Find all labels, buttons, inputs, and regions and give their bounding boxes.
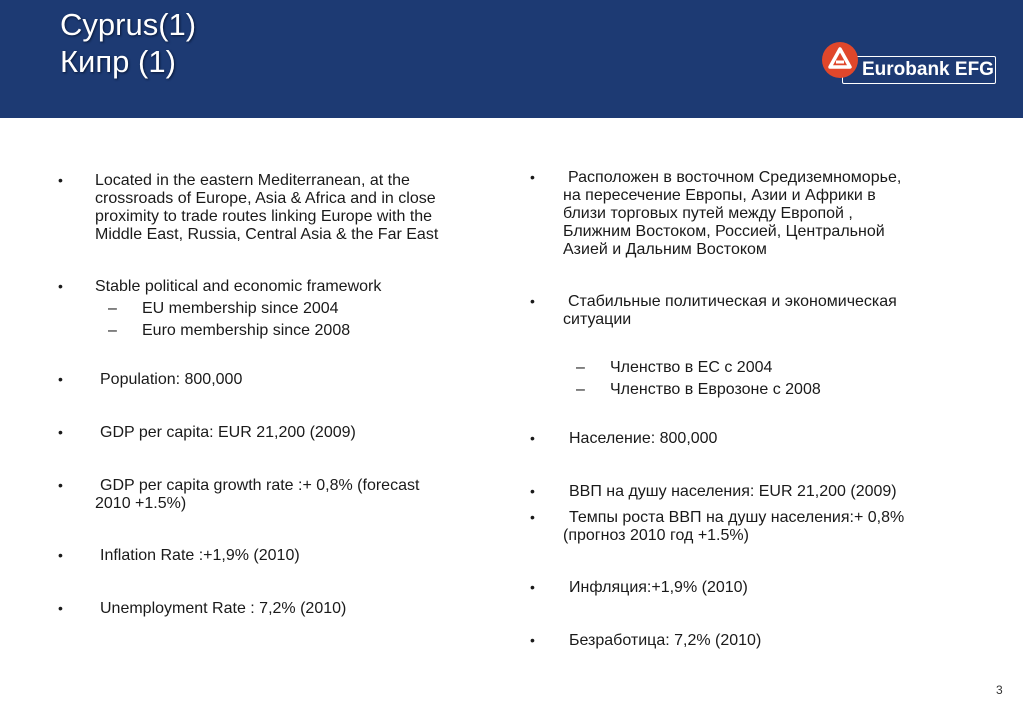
list-item-inflation: Inflation Rate :+1,9% (2010) bbox=[100, 547, 300, 564]
list-item-unemployment: Unemployment Rate : 7,2% (2010) bbox=[100, 600, 347, 617]
bullet-icon: • bbox=[530, 509, 535, 525]
page-title bbox=[60, 6, 196, 80]
eurobank-logo bbox=[822, 42, 997, 84]
list-item-population: Population: 800,000 bbox=[100, 371, 243, 388]
list-item-inflation-ru: Инфляция:+1,9% (2010) bbox=[569, 579, 748, 596]
bullet-icon: • bbox=[58, 278, 63, 294]
sub-item-euro-ru: Членство в Еврозоне с 2008 bbox=[610, 381, 821, 398]
bullet-icon: • bbox=[530, 632, 535, 648]
bullet-icon: • bbox=[58, 172, 63, 188]
logo-mark-icon bbox=[822, 42, 858, 78]
sub-item-eu-ru: Членство в ЕС с 2004 bbox=[610, 359, 773, 376]
bullet-icon: • bbox=[530, 430, 535, 446]
list-item-gdp-ru: ВВП на душу населения: EUR 21,200 (2009) bbox=[569, 483, 897, 500]
bullet-icon: • bbox=[58, 600, 63, 616]
header-banner bbox=[0, 0, 1023, 118]
bullet-icon: • bbox=[530, 169, 535, 185]
list-item-location: Located in the eastern Mediterranean, at the crossroads of Europe, Asia & Africa and in close proximity to trade routes linking Europe with the Middle East, Russia, Central Asia & the Far East bbox=[95, 172, 439, 243]
list-item-location-ru: Расположен в восточном Средиземноморье, на пересечение Европы, Азии и Африки в близи торговых путей между Европой , Ближним Востоком, Россией, Центральной Азией и Дальним Востоком bbox=[563, 169, 902, 258]
title-russian: Кипр (1) bbox=[60, 44, 176, 79]
sub-item-euro: Euro membership since 2008 bbox=[142, 322, 351, 339]
list-item-unemployment-ru: Безработица: 7,2% (2010) bbox=[569, 632, 762, 649]
bullet-icon: • bbox=[58, 424, 63, 440]
list-item-gdp-growth: GDP per capita growth rate :+ 0,8% (forecast 2010 +1.5%) bbox=[95, 477, 420, 512]
list-item-gdp: GDP per capita: EUR 21,200 (2009) bbox=[100, 424, 356, 441]
list-item-gdp-growth-ru: Темпы роста ВВП на душу населения:+ 0,8% (прогноз 2010 год +1.5%) bbox=[563, 509, 905, 544]
dash-icon: – bbox=[108, 300, 117, 317]
logo-text: Eurobank EFG bbox=[862, 59, 994, 80]
dash-icon: – bbox=[576, 381, 585, 398]
bullet-icon: • bbox=[58, 547, 63, 563]
bullet-icon: • bbox=[58, 371, 63, 387]
list-item-population-ru: Население: 800,000 bbox=[569, 430, 718, 447]
bullet-icon: • bbox=[530, 293, 535, 309]
bullet-icon: • bbox=[530, 579, 535, 595]
dash-icon: – bbox=[576, 359, 585, 376]
bullet-icon: • bbox=[58, 477, 63, 493]
dash-icon: – bbox=[108, 322, 117, 339]
sub-item-eu: EU membership since 2004 bbox=[142, 300, 339, 317]
list-item-framework-ru: Стабильные политическая и экономическая ситуации bbox=[563, 293, 897, 328]
bullet-icon: • bbox=[530, 483, 535, 499]
list-item-framework: Stable political and economic framework bbox=[95, 278, 382, 295]
title-english: Cyprus(1) bbox=[60, 7, 197, 42]
page-number: 3 bbox=[996, 683, 1003, 697]
